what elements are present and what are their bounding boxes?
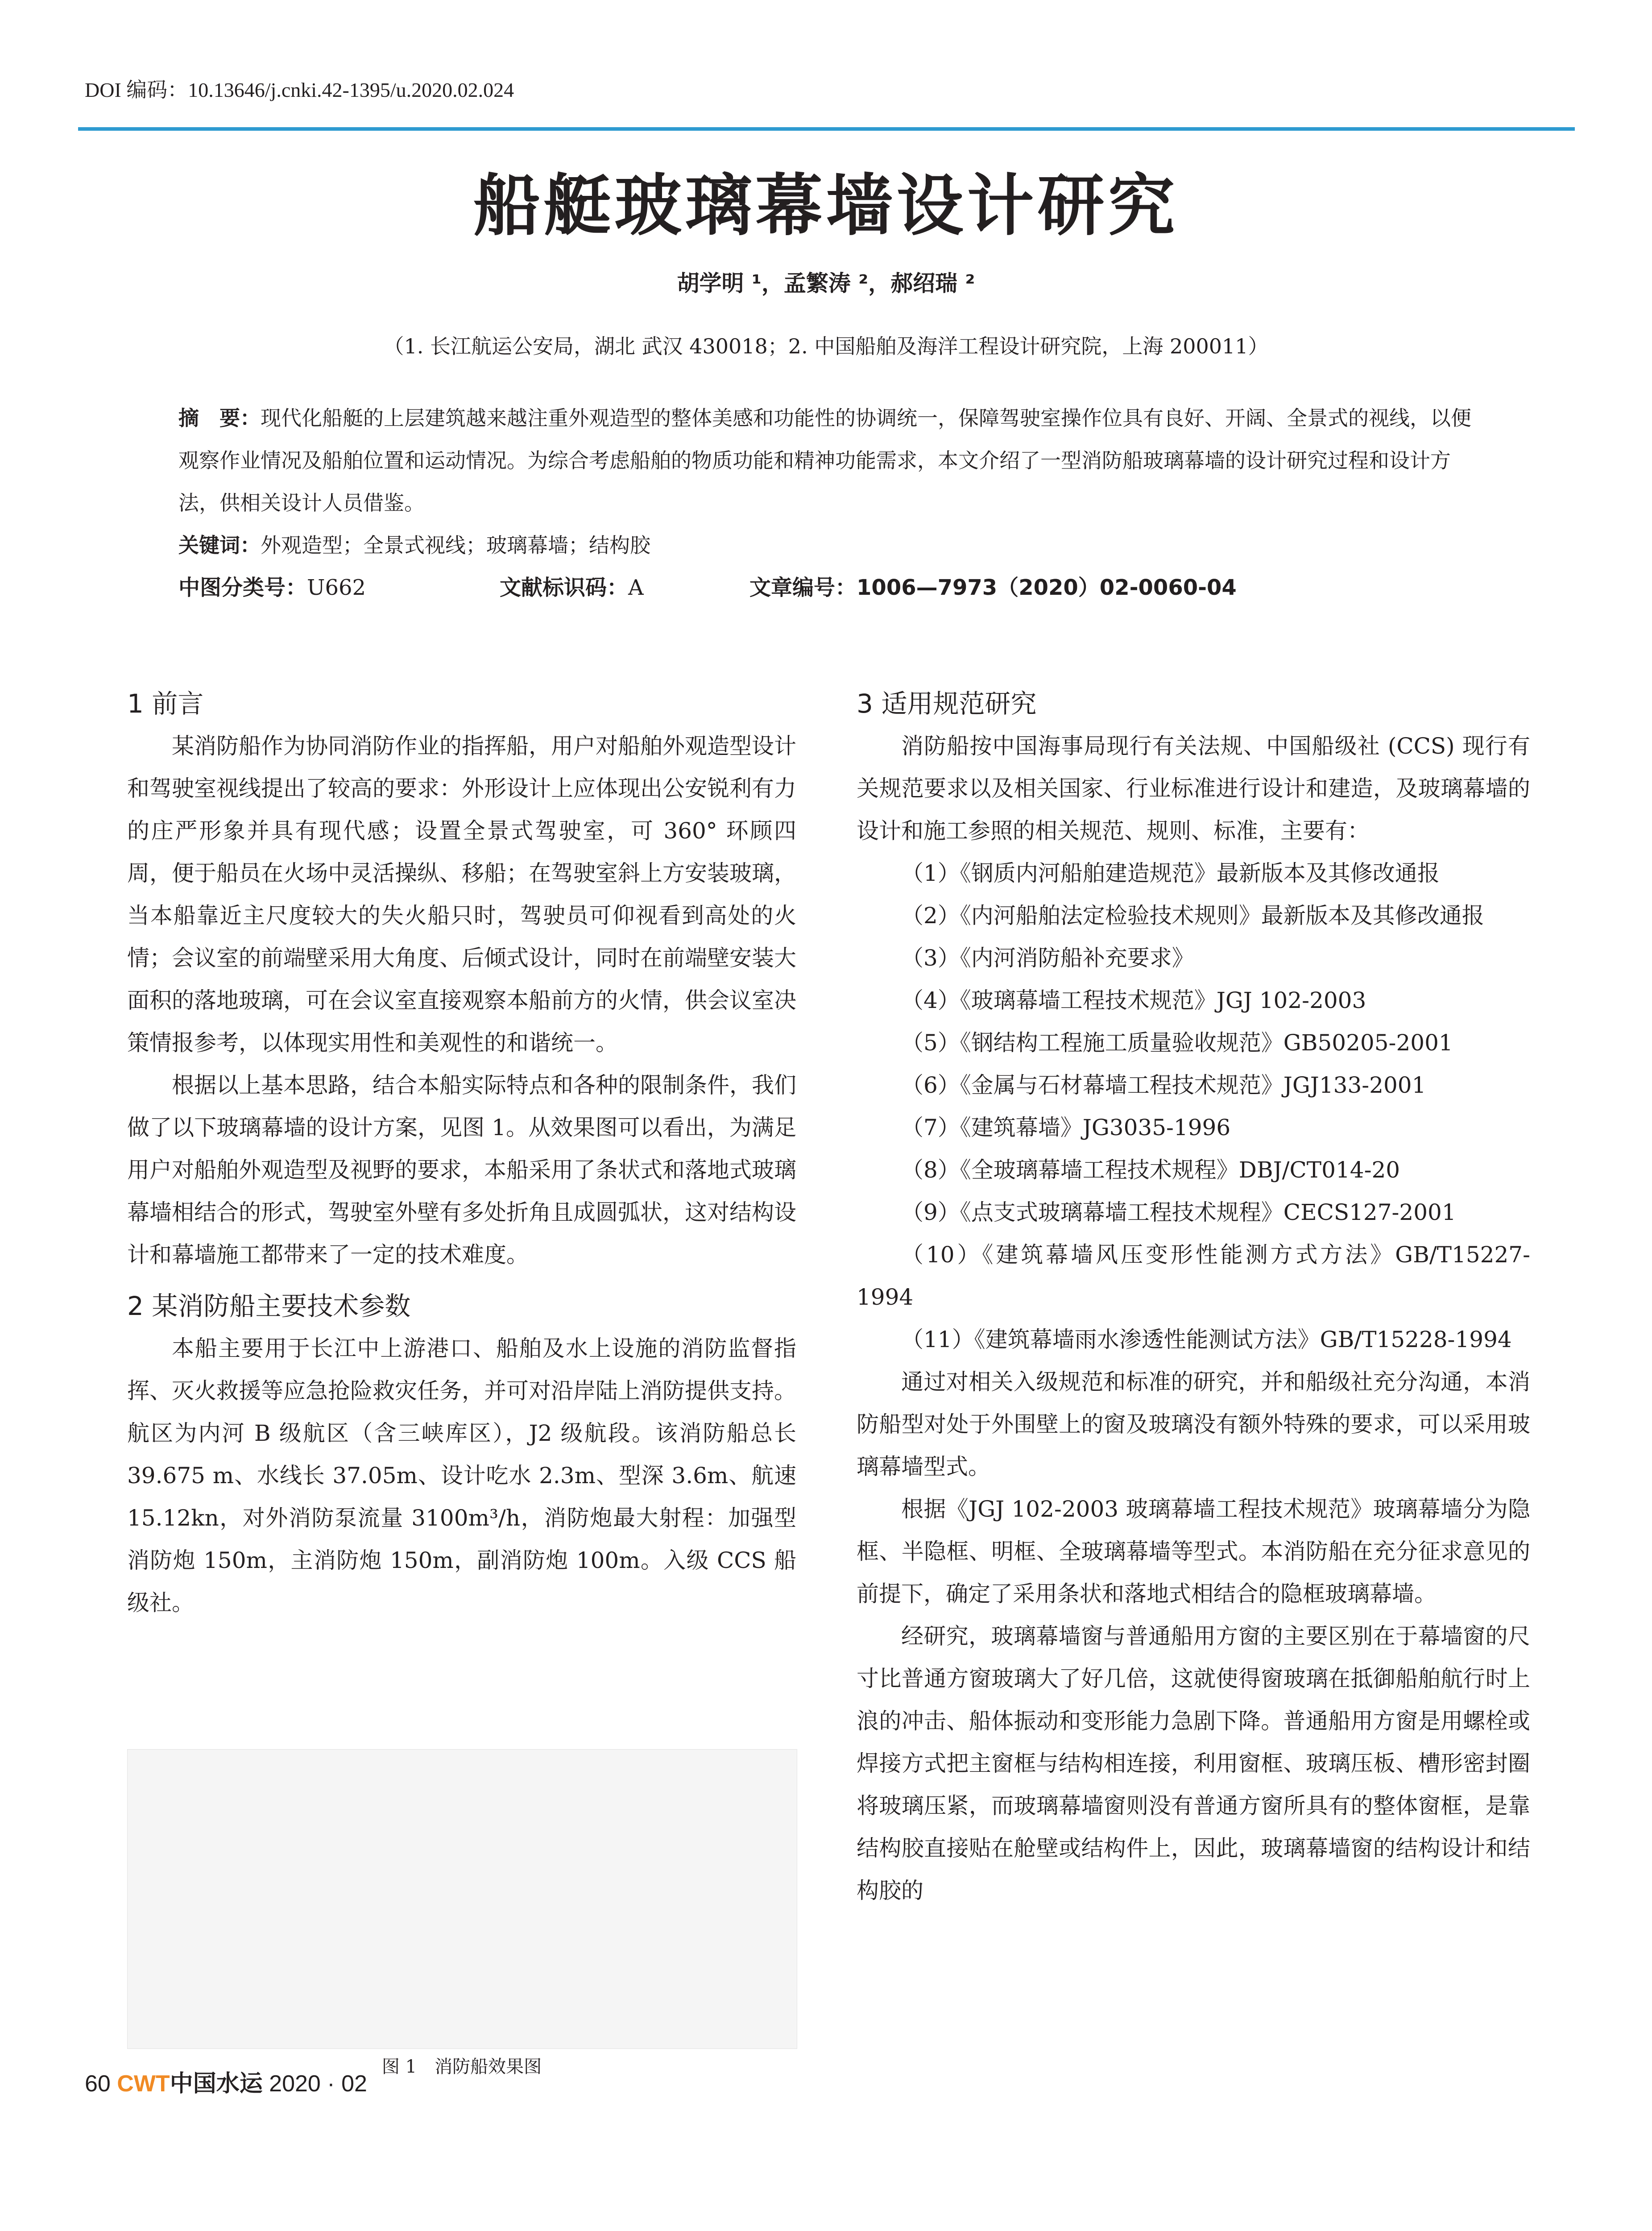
left-column bbox=[127, 674, 796, 1624]
reference-item: （2）《内河船舶法定检验技术规则》最新版本及其修改通报 bbox=[901, 903, 1484, 929]
reference-item: （1）《钢质内河船舶建造规范》最新版本及其修改通报 bbox=[901, 860, 1440, 886]
clc-label: 中图分类号： bbox=[178, 575, 307, 600]
reference-item: （9）《点支式玻璃幕墙工程技术规程》CECS127-2001 bbox=[901, 1199, 1456, 1225]
figure-1-image bbox=[127, 1749, 797, 2049]
affiliation: （1. 长江航运公安局，湖北 武汉 430018；2. 中国船舶及海洋工程设计研究院，上海 200011） bbox=[383, 334, 1269, 358]
abstract-label: 摘 要： bbox=[178, 406, 261, 430]
journal-name: 中国水运 bbox=[170, 2070, 263, 2097]
journal-brand: CWT bbox=[117, 2071, 170, 2097]
article-number-label: 文章编号： bbox=[749, 575, 857, 600]
reference-item: （11）《建筑幕墙雨水渗透性能测试方法》GB/T15228-1994 bbox=[901, 1327, 1512, 1352]
abstract-text: 现代化船艇的上层建筑越来越注重外观造型的整体美感和功能性的协调统一，保障驾驶室操作位具有良好、开阔、全景式的视线，以便观察作业情况及船舶位置和运动情况。为综合考虑船舶的物质功能和精神功能需求，本文介绍了一型消防船玻璃幕墙的设计研究过程和设计方法，供相关设计人员借鉴。 bbox=[178, 406, 1471, 515]
abstract-block bbox=[178, 397, 1481, 609]
article-number-value: 1006—7973（2020）02-0060-04 bbox=[857, 575, 1237, 600]
doc-code-label: 文献标识码： bbox=[500, 575, 629, 600]
keywords bbox=[178, 524, 1481, 567]
clc-value: U662 bbox=[307, 575, 366, 600]
authors: 胡学明 ¹，孟繁涛 ²，郝绍瑞 ² bbox=[677, 270, 975, 296]
reference-item: （6）《金属与石材幕墙工程技术规范》JGJ133-2001 bbox=[901, 1072, 1426, 1098]
paragraph: 本船主要用于长江中上游港口、船舶及水上设施的消防监督指挥、灭火救援等应急抢险救灾任务，并可对沿岸陆上消防提供支持。航区为内河 B 级航区（含三峡库区），J2 级航段。该消防船总长 39.675 m、水线长 37.05m、设计吃水 2.3m、型深 3.6m、航速 15.12kn，对外消防泵流量 3100m³/h，消防炮最大射程：加强型消防炮 150m，主消防炮 150m，副消防炮 100m。入级 CCS 船级社。 bbox=[127, 1335, 796, 1616]
page-number: 60 bbox=[85, 2071, 111, 2097]
doi-line: DOI 编码：10.13646/j.cnki.42-1395/u.2020.02.024 bbox=[85, 79, 514, 101]
section-heading-3: 3 适用规范研究 bbox=[857, 688, 1037, 719]
paragraph: 根据《JGJ 102-2003 玻璃幕墙工程技术规范》玻璃幕墙分为隐框、半隐框、明框、全玻璃幕墙等型式。本消防船在充分征求意见的前提下，确定了采用条状和落地式相结合的隐框玻璃幕墙。 bbox=[857, 1496, 1530, 1607]
page-footer bbox=[85, 2070, 367, 2097]
paragraph: 消防船按中国海事局现行有关法规、中国船级社 (CCS) 现行有关规范要求以及相关国家、行业标准进行设计和建造，及玻璃幕墙的设计和施工参照的相关规范、规则、标准，主要有： bbox=[857, 733, 1530, 844]
classification-line bbox=[178, 567, 1481, 609]
section-heading-2: 2 某消防船主要技术参数 bbox=[127, 1291, 411, 1321]
doc-code-value: A bbox=[628, 575, 644, 600]
paragraph: 经研究，玻璃幕墙窗与普通船用方窗的主要区别在于幕墙窗的尺寸比普通方窗玻璃大了好几倍，这就使得窗玻璃在抵御船舶航行时上浪的冲击、船体振动和变形能力急剧下降。普通船用方窗是用螺栓或焊接方式把主窗框与结构相连接，利用窗框、玻璃压板、槽形密封圈将玻璃压紧，而玻璃幕墙窗则没有普通方窗所具有的整体窗框，是靠结构胶直接贴在舱壁或结构件上，因此，玻璃幕墙窗的结构设计和结构胶的 bbox=[857, 1623, 1530, 1903]
right-column bbox=[857, 674, 1530, 1912]
reference-item: （4）《玻璃幕墙工程技术规范》JGJ 102-2003 bbox=[901, 987, 1366, 1013]
reference-item: （10）《建筑幕墙风压变形性能测方式方法》GB/T15227-1994 bbox=[857, 1242, 1530, 1310]
keywords-label: 关键词： bbox=[178, 533, 261, 557]
paragraph: 某消防船作为协同消防作业的指挥船，用户对船舶外观造型设计和驾驶室视线提出了较高的要求：外形设计上应体现出公安锐利有力的庄严形象并具有现代感；设置全景式驾驶室，可 360° 环顾四周，便于船员在火场中灵活操纵、移船；在驾驶室斜上方安装玻璃，当本船靠近主尺度较大的失火船只时，驾驶员可仰视看到高处的火情；会议室的前端壁采用大角度、后倾式设计，同时在前端壁安装大面积的落地玻璃，可在会议室直接观察本船前方的火情，供会议室决策情报参考，以体现实用性和美观性的和谐统一。 bbox=[127, 733, 796, 1056]
reference-item: （7）《建筑幕墙》JG3035-1996 bbox=[901, 1115, 1231, 1140]
header-rule bbox=[78, 127, 1575, 131]
reference-item: （5）《钢结构工程施工质量验收规范》GB50205-2001 bbox=[901, 1030, 1453, 1056]
paragraph: 根据以上基本思路，结合本船实际特点和各种的限制条件，我们做了以下玻璃幕墙的设计方案，见图 1。从效果图可以看出，为满足用户对船舶外观造型及视野的要求，本船采用了条状式和落地式玻璃幕墙相结合的形式，驾驶室外壁有多处折角且成圆弧状，这对结构设计和幕墙施工都带来了一定的技术难度。 bbox=[127, 1072, 796, 1268]
article-title: 船艇玻璃幕墙设计研究 bbox=[473, 166, 1179, 245]
section-heading-1: 1 前言 bbox=[127, 688, 204, 719]
journal-issue: 2020 · 02 bbox=[269, 2071, 367, 2097]
reference-item: （3）《内河消防船补充要求》 bbox=[901, 945, 1194, 971]
abstract bbox=[178, 397, 1481, 524]
keywords-text: 外观造型；全景式视线；玻璃幕墙；结构胶 bbox=[261, 533, 650, 557]
reference-item: （8）《全玻璃幕墙工程技术规程》DBJ/CT014-20 bbox=[901, 1157, 1400, 1183]
paragraph: 通过对相关入级规范和标准的研究，并和船级社充分沟通，本消防船型对处于外围壁上的窗及玻璃没有额外特殊的要求，可以采用玻璃幕墙型式。 bbox=[857, 1369, 1530, 1480]
figure-caption: 图 1 消防船效果图 bbox=[381, 2057, 542, 2077]
